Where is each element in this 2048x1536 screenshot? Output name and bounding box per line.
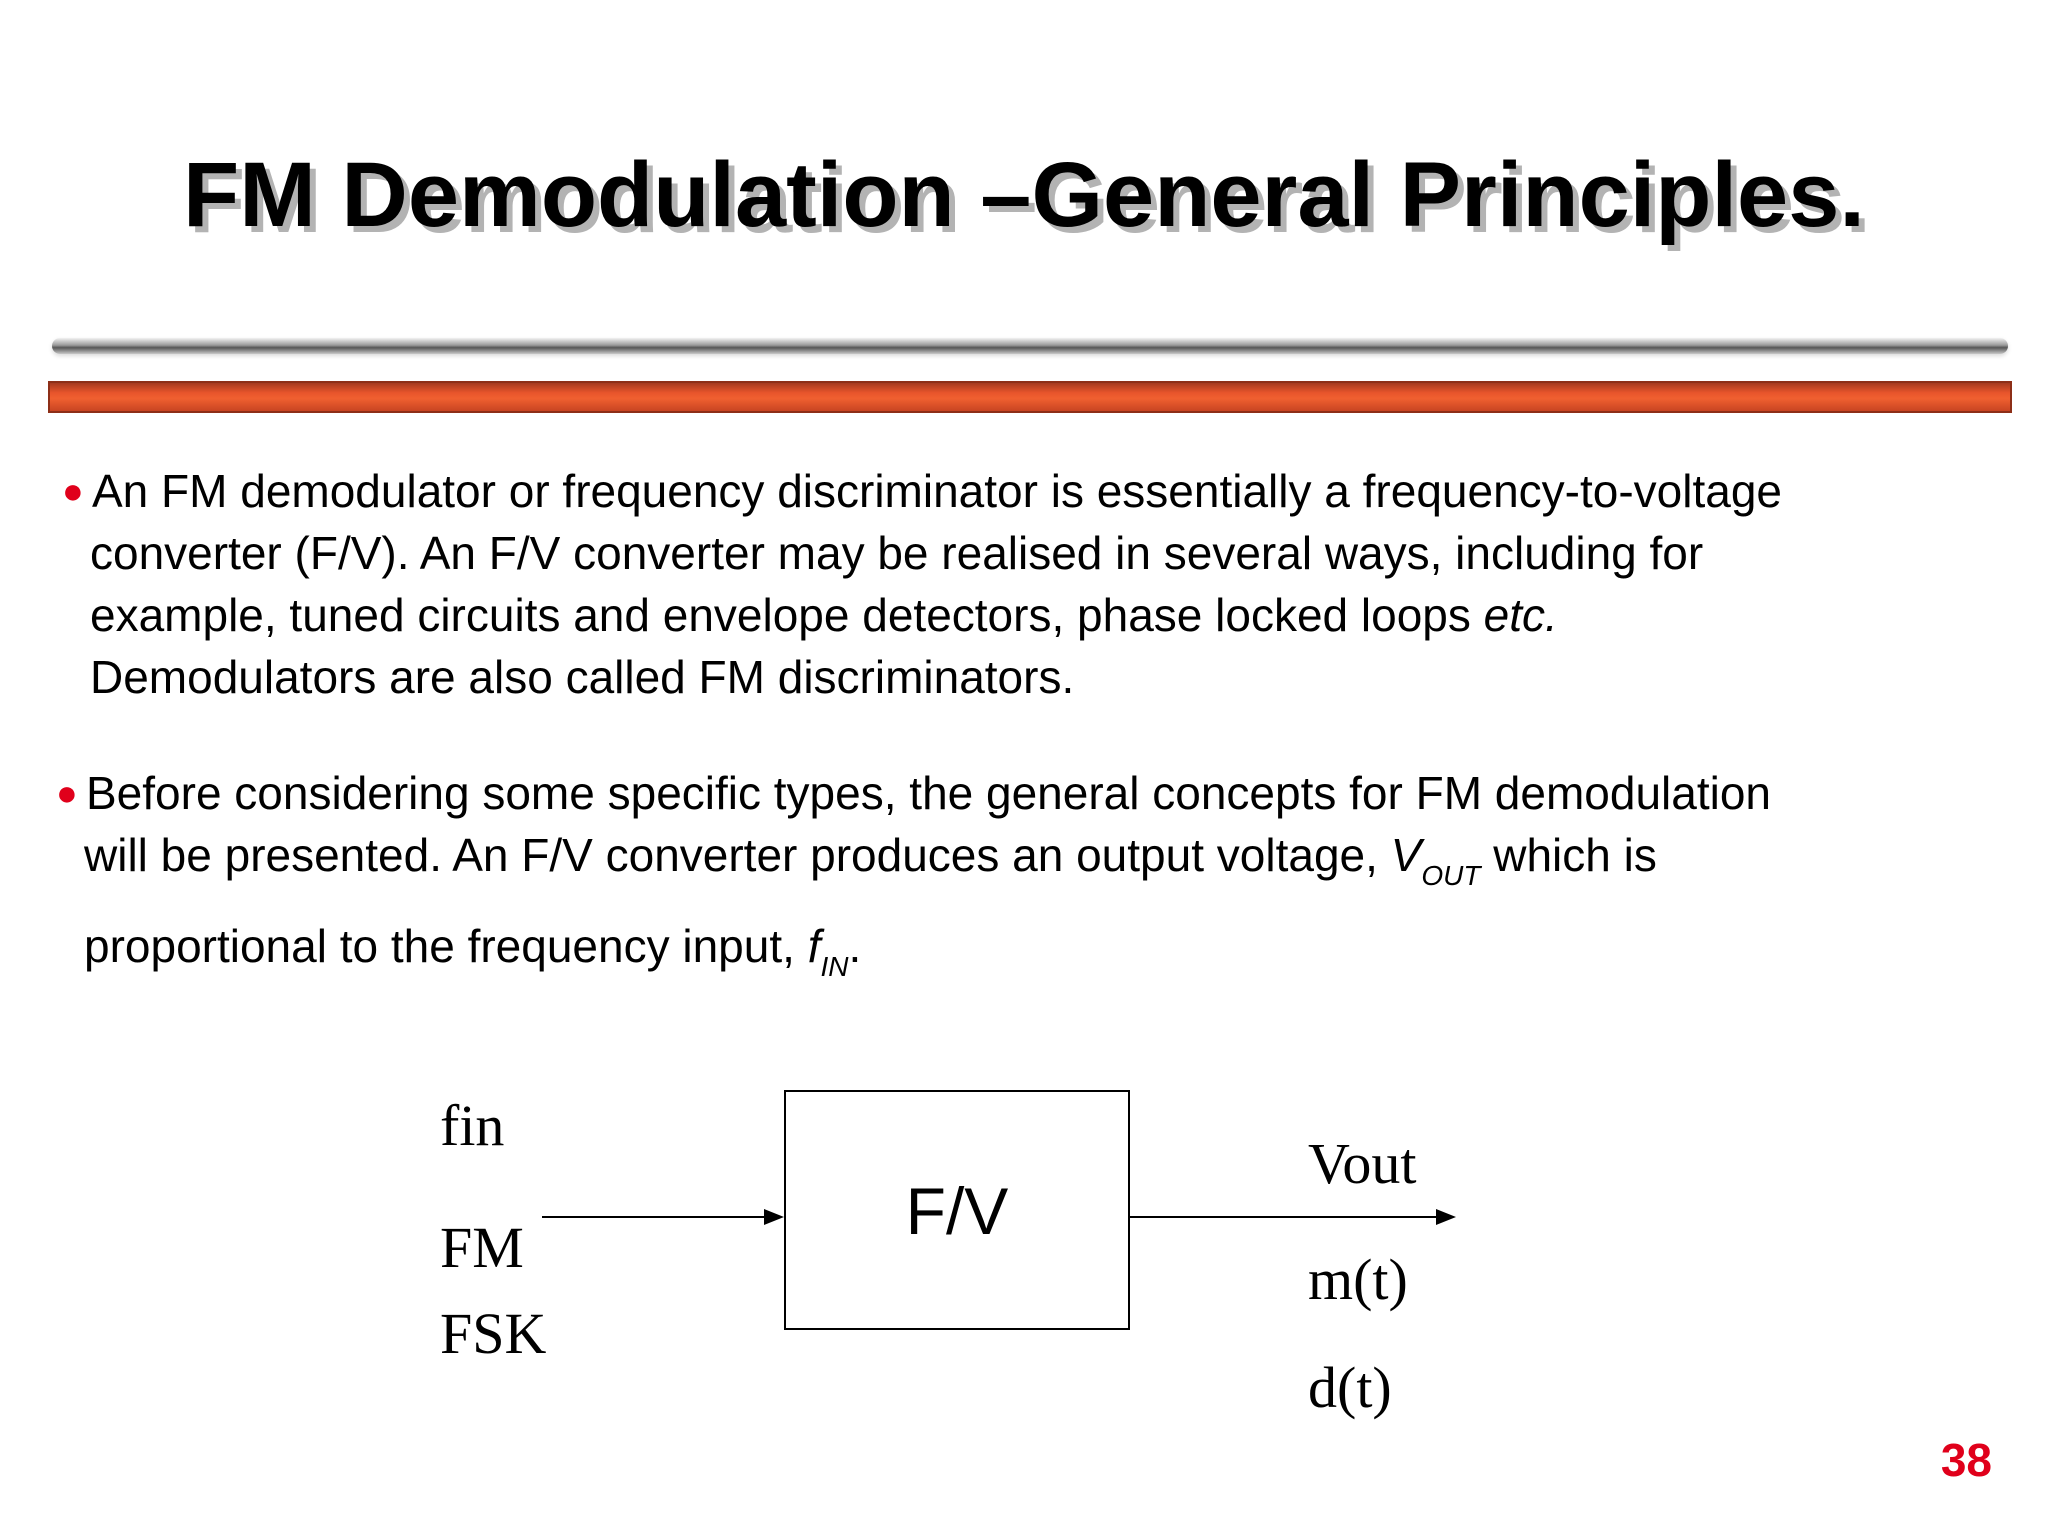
bullet-1-italic-etc: etc. (1483, 589, 1558, 641)
input-label-fin: fin (440, 1093, 505, 1158)
bullet-1-line-1: An FM demodulator or frequency discriminator is essentially a frequency-to-voltage (92, 465, 1782, 517)
output-arrowhead-icon (1436, 1209, 1456, 1225)
page-number: 38 (1940, 1434, 1992, 1486)
bullet-2-line-2-pre: will be presented. An F/V converter produces an output voltage, (84, 829, 1391, 881)
output-label-dt: d(t) (1308, 1355, 1392, 1420)
bullet-dot-icon: ● (56, 772, 78, 813)
input-label-fsk: FSK (440, 1301, 547, 1366)
bullet-2-line-3-pre: proportional to the frequency input, (84, 920, 808, 972)
bullet-1-line-4: Demodulators are also called FM discriminators. (90, 651, 1075, 703)
output-label-vout: Vout (1308, 1131, 1417, 1196)
fin-subscript: IN (820, 951, 849, 982)
fin-variable: f (807, 920, 821, 972)
fv-block-label: F/V (905, 1174, 1009, 1248)
input-label-fm: FM (440, 1215, 524, 1280)
bullet-1-line-3-text: example, tuned circuits and envelope detectors, phase locked loops (90, 589, 1484, 641)
bullet-2-line-3-post: . (848, 920, 862, 972)
bullet-1-line-2-text: converter (F/V). An F/V converter may be realised in several ways, including for (90, 527, 1704, 579)
bullet-dot-icon: ● (62, 470, 84, 511)
bullet-2-line-1: Before considering some specific types, the general concepts for FM demodulation (86, 767, 1771, 819)
output-label-mt: m(t) (1308, 1247, 1408, 1312)
vout-subscript: OUT (1421, 860, 1481, 891)
bullet-2-line-2-post: which is (1480, 829, 1657, 881)
input-arrowhead-icon (764, 1209, 784, 1225)
vout-variable: V (1390, 829, 1422, 881)
fv-block (784, 1090, 1130, 1330)
slide-title: FM Demodulation –General Principles. (183, 144, 1865, 246)
